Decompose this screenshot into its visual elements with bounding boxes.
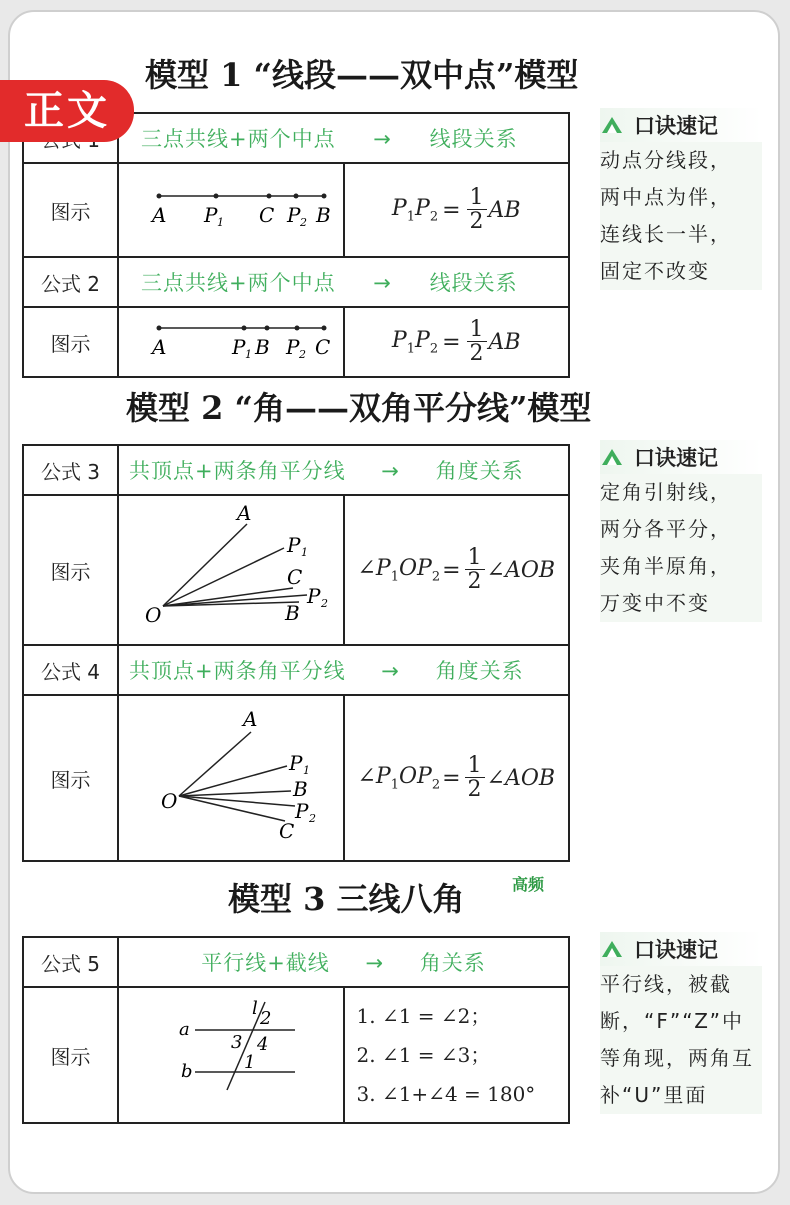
parallel-lines-figure xyxy=(118,987,344,1123)
angle-diagram-3 xyxy=(119,496,362,640)
formula2-label: 公式 2 xyxy=(23,257,118,307)
mnemonic-line: 夹角半原角， xyxy=(600,548,762,585)
model1-title: 模型 1 “线段——双中点”模型 xyxy=(145,56,579,94)
svg-text:P: P xyxy=(287,533,301,557)
formula1-condition: 三点共线+两个中点 xyxy=(141,127,336,151)
relation-item: 3. ∠1+∠4 = 180° xyxy=(356,1081,536,1106)
svg-text:3: 3 xyxy=(231,1032,243,1053)
formula5-header xyxy=(118,937,569,987)
svg-text:C: C xyxy=(259,203,275,227)
svg-text:1: 1 xyxy=(245,348,252,361)
formula2-condition: 三点共线+两个中点 xyxy=(141,271,336,295)
svg-text:4: 4 xyxy=(257,1034,269,1055)
mnemonic-title xyxy=(600,932,762,966)
formula5-result: 角关系 xyxy=(419,951,486,975)
mnemonic-line: 固定不改变 xyxy=(600,253,762,290)
high-frequency-tag: 高频 xyxy=(512,875,545,894)
formula2-expression: $P_1P_2$ = $\frac{1}{2}$ AB xyxy=(344,307,570,377)
formula5-condition: 平行线+截线 xyxy=(201,951,330,975)
svg-text:l: l xyxy=(252,998,258,1019)
model1-mnemonic xyxy=(600,108,762,290)
section-badge: 正文 xyxy=(0,80,134,142)
fig-label-3: 图示 xyxy=(23,495,118,645)
fig-label-1: 图示 xyxy=(23,163,118,257)
segment-figure-2 xyxy=(118,307,344,377)
svg-text:2: 2 xyxy=(321,597,328,610)
model1-table xyxy=(22,112,570,378)
fig-label-4: 图示 xyxy=(23,695,118,861)
formula3-condition: 共顶点+两条角平分线 xyxy=(129,459,346,483)
mnemonic-line: 两中点为伴， xyxy=(600,179,762,216)
triangle-leaf-icon xyxy=(600,447,624,467)
arrow-icon: → xyxy=(381,459,400,483)
mnemonic-title-text: 口诀速记 xyxy=(634,114,718,138)
mnemonic-line: 定角引射线， xyxy=(600,474,762,511)
angle-figure-4 xyxy=(118,695,344,861)
model2-title: 模型 2 “角——双角平分线”模型 xyxy=(126,389,592,427)
svg-text:b: b xyxy=(181,1061,193,1082)
parallel-lines-diagram xyxy=(119,988,362,1118)
mnemonic-title-text: 口诀速记 xyxy=(634,938,718,962)
fig-label-5: 图示 xyxy=(23,987,118,1123)
svg-text:B: B xyxy=(293,777,308,801)
formula1-expression: $P_1P_2$ = $\frac{1}{2}$ AB xyxy=(344,163,570,257)
angle-relations xyxy=(344,987,570,1123)
svg-text:P: P xyxy=(287,203,301,227)
mnemonic-line: 连线长一半， xyxy=(600,216,762,253)
mnemonic-title xyxy=(600,440,762,474)
svg-text:B: B xyxy=(255,335,270,359)
svg-text:P: P xyxy=(232,335,246,359)
svg-text:P: P xyxy=(204,203,218,227)
svg-text:A: A xyxy=(152,335,167,359)
formula3-result: 角度关系 xyxy=(435,459,524,483)
formula3-expression: $\angle P_1OP_2$ = $\frac{1}{2}$ ∠AOB xyxy=(344,495,570,645)
formula4-label: 公式 4 xyxy=(23,645,118,695)
arrow-icon: → xyxy=(373,127,392,151)
formula4-expression: $\angle P_1OP_2$ = $\frac{1}{2}$ ∠AOB xyxy=(344,695,570,861)
formula3-label: 公式 3 xyxy=(23,445,118,495)
svg-text:1: 1 xyxy=(244,1052,256,1073)
svg-text:P: P xyxy=(286,335,300,359)
model2-table xyxy=(22,444,570,862)
svg-text:A: A xyxy=(243,707,258,731)
svg-text:A: A xyxy=(152,203,167,227)
fig-label-2: 图示 xyxy=(23,307,118,377)
model3-table xyxy=(22,936,570,1124)
svg-text:B: B xyxy=(285,601,300,625)
mnemonic-line: 万变中不变 xyxy=(600,585,762,622)
svg-text:1: 1 xyxy=(303,764,310,777)
angle-diagram-4 xyxy=(119,696,362,856)
arrow-icon: → xyxy=(381,659,400,683)
svg-text:C: C xyxy=(279,819,295,843)
mnemonic-line: 两分各平分， xyxy=(600,511,762,548)
formula1-result: 线段关系 xyxy=(429,127,518,151)
svg-text:P: P xyxy=(295,799,309,823)
formula2-result: 线段关系 xyxy=(429,271,518,295)
segment-diagram-1 xyxy=(119,164,362,252)
svg-text:P: P xyxy=(307,584,321,608)
formula4-header xyxy=(118,645,569,695)
formula5-label: 公式 5 xyxy=(23,937,118,987)
formula2-header xyxy=(118,257,569,307)
svg-text:A: A xyxy=(237,501,252,525)
model3-mnemonic xyxy=(600,932,762,1114)
svg-text:a: a xyxy=(179,1019,190,1040)
mnemonic-title xyxy=(600,108,762,142)
arrow-icon: → xyxy=(373,271,392,295)
triangle-leaf-icon xyxy=(600,939,624,959)
model2-mnemonic xyxy=(600,440,762,622)
svg-text:2: 2 xyxy=(300,216,307,229)
mnemonic-line: 动点分线段， xyxy=(600,142,762,179)
svg-text:O: O xyxy=(161,789,178,813)
arrow-icon: → xyxy=(365,951,385,975)
svg-text:2: 2 xyxy=(299,348,306,361)
svg-text:2: 2 xyxy=(260,1008,272,1029)
svg-text:1: 1 xyxy=(301,546,308,559)
svg-text:C: C xyxy=(315,335,331,359)
angle-figure-3 xyxy=(118,495,344,645)
svg-text:O: O xyxy=(145,603,162,627)
formula1-header xyxy=(118,113,569,163)
model3-title: 模型 3 三线八角 xyxy=(228,880,465,918)
segment-diagram-2 xyxy=(119,308,362,372)
segment-figure-1 xyxy=(118,163,344,257)
mnemonic-title-text: 口诀速记 xyxy=(634,446,718,470)
svg-text:1: 1 xyxy=(217,216,224,229)
formula3-header xyxy=(118,445,569,495)
relation-item: 2. ∠1 = ∠3； xyxy=(356,1042,491,1067)
relation-item: 1. ∠1 = ∠2； xyxy=(356,1003,491,1028)
formula4-condition: 共顶点+两条角平分线 xyxy=(129,659,346,683)
formula4-result: 角度关系 xyxy=(435,659,524,683)
svg-text:P: P xyxy=(289,751,303,775)
svg-text:C: C xyxy=(287,565,303,589)
svg-text:2: 2 xyxy=(309,812,316,825)
svg-text:B: B xyxy=(316,203,331,227)
triangle-leaf-icon xyxy=(600,115,624,135)
mnemonic-paragraph: 平行线，被截断，“F”“Z”中等角现，两角互补“U”里面 xyxy=(600,966,762,1114)
